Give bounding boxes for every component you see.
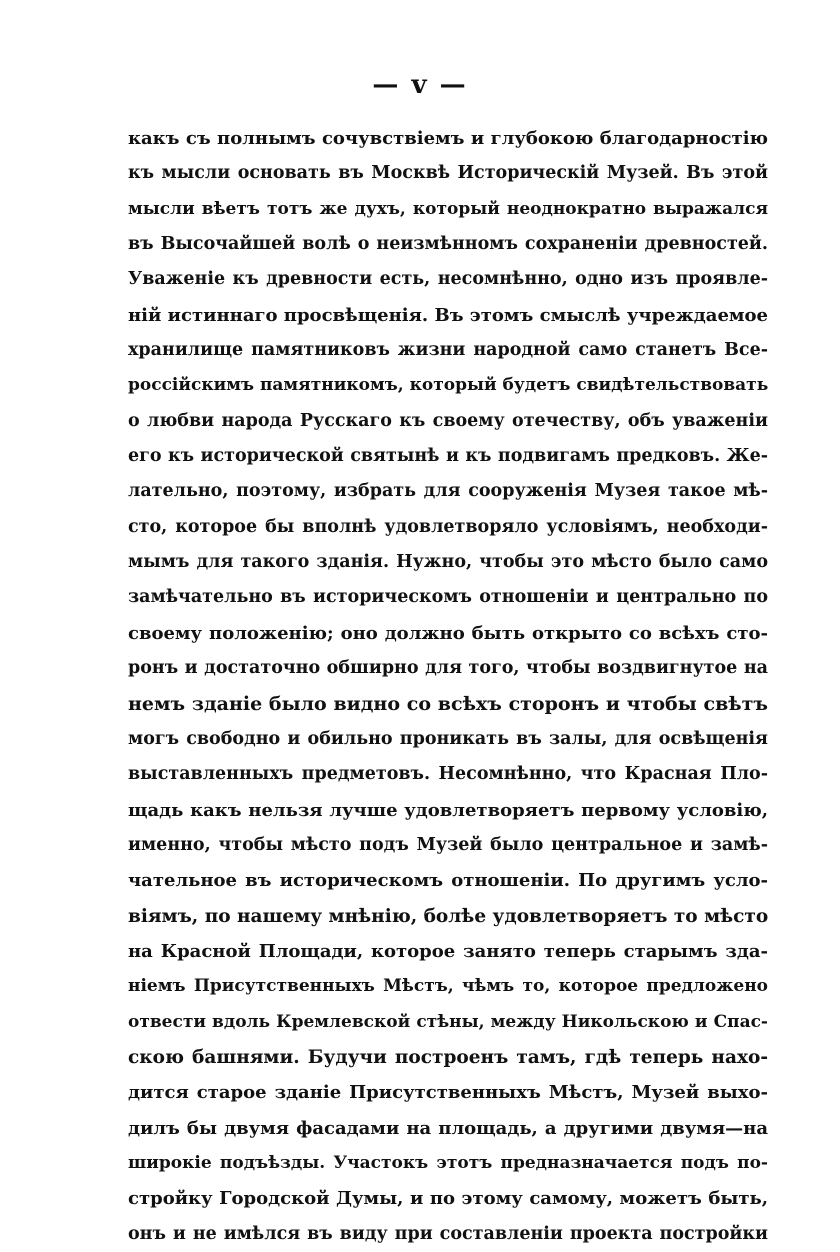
- text-line: чательное въ историческомъ отношеніи. По другимъ усло-: [128, 870, 768, 892]
- text-line: отвести вдоль Кремлевской стѣны, между Никольскою и Спас-: [128, 1011, 768, 1032]
- text-line: лательно, поэтому, избрать для сооруженія Музея такое мѣ-: [128, 481, 768, 502]
- text-line: именно, чтобы мѣсто подъ Музей было центральное и замѣ-: [128, 834, 768, 855]
- text-line: въ Высочайшей волѣ о неизмѣнномъ сохраненіи древностей.: [128, 234, 768, 255]
- text-line: скою башнями. Будучи построенъ тамъ, гдѣ теперь нахо-: [128, 1046, 768, 1068]
- body-text: [128, 121, 768, 1252]
- text-line: стройку Городской Думы, и по этому самому, можетъ быть,: [128, 1188, 768, 1210]
- text-line: выставленныхъ предметовъ. Несомнѣнно, что Красная Пло-: [128, 764, 768, 785]
- text-line: широкіе подъѣзды. Участокъ этотъ предназначается подъ по-: [128, 1152, 768, 1173]
- text-line: Уваженіе къ древности есть, несомнѣнно, одно изъ проявле-: [128, 269, 768, 290]
- text-line: замѣчательно въ историческомъ отношеніи и центрально по: [128, 587, 768, 608]
- text-line: хранилище памятниковъ жизни народной само станетъ Все-: [128, 340, 768, 361]
- text-line: мысли вѣетъ тотъ же духъ, который неоднократно выражался: [128, 198, 768, 219]
- text-line: віямъ, по нашему мнѣнію, болѣе удовлетворяетъ то мѣсто: [128, 905, 768, 927]
- text-line: ронъ и достаточно обширно для того, чтобы воздвигнутое на: [128, 658, 768, 679]
- page-number: — v —: [372, 70, 468, 100]
- text-line: щадь какъ нельзя лучше удовлетворяетъ первому условію,: [128, 799, 768, 821]
- text-line: къ мысли основать въ Москвѣ Историческій Музей. Въ этой: [128, 163, 768, 184]
- text-line: дилъ бы двумя фасадами на площадь, а другими двумя—на: [128, 1117, 768, 1139]
- text-line: мымъ для такого зданія. Нужно, чтобы это мѣсто было само: [128, 552, 768, 573]
- text-line: на Красной Площади, которое занято теперь старымъ зда-: [128, 940, 768, 962]
- text-line: о любви народа Русскаго къ своему отечеству, объ уваженіи: [128, 410, 768, 431]
- text-line: его къ исторической святынѣ и къ подвигамъ предковъ. Же-: [128, 446, 768, 467]
- text-line: онъ и не имѣлся въ виду при составленіи проекта постройки: [128, 1223, 768, 1244]
- text-line: ній истиннаго просвѣщенія. Въ этомъ смыслѣ учреждаемое: [128, 304, 768, 326]
- text-line: ніемъ Присутственныхъ Мѣстъ, чѣмъ то, которое предложено: [128, 976, 768, 997]
- text-line: сто, которое бы вполнѣ удовлетворяло условіямъ, необходи-: [128, 516, 768, 537]
- text-line: своему положенію; оно должно быть открыто со всѣхъ сто-: [128, 622, 768, 644]
- text-line: какъ съ полнымъ сочувствіемъ и глубокою благодарностію: [128, 128, 768, 149]
- text-line: могъ свободно и обильно проникать въ залы, для освѣщенія: [128, 728, 768, 749]
- text-line: дится старое зданіе Присутственныхъ Мѣстъ, Музей выхо-: [128, 1082, 768, 1104]
- text-line: россійскимъ памятникомъ, который будетъ свидѣтельствовать: [128, 375, 768, 396]
- text-line: немъ зданіе было видно со всѣхъ сторонъ и чтобы свѣтъ: [128, 692, 768, 715]
